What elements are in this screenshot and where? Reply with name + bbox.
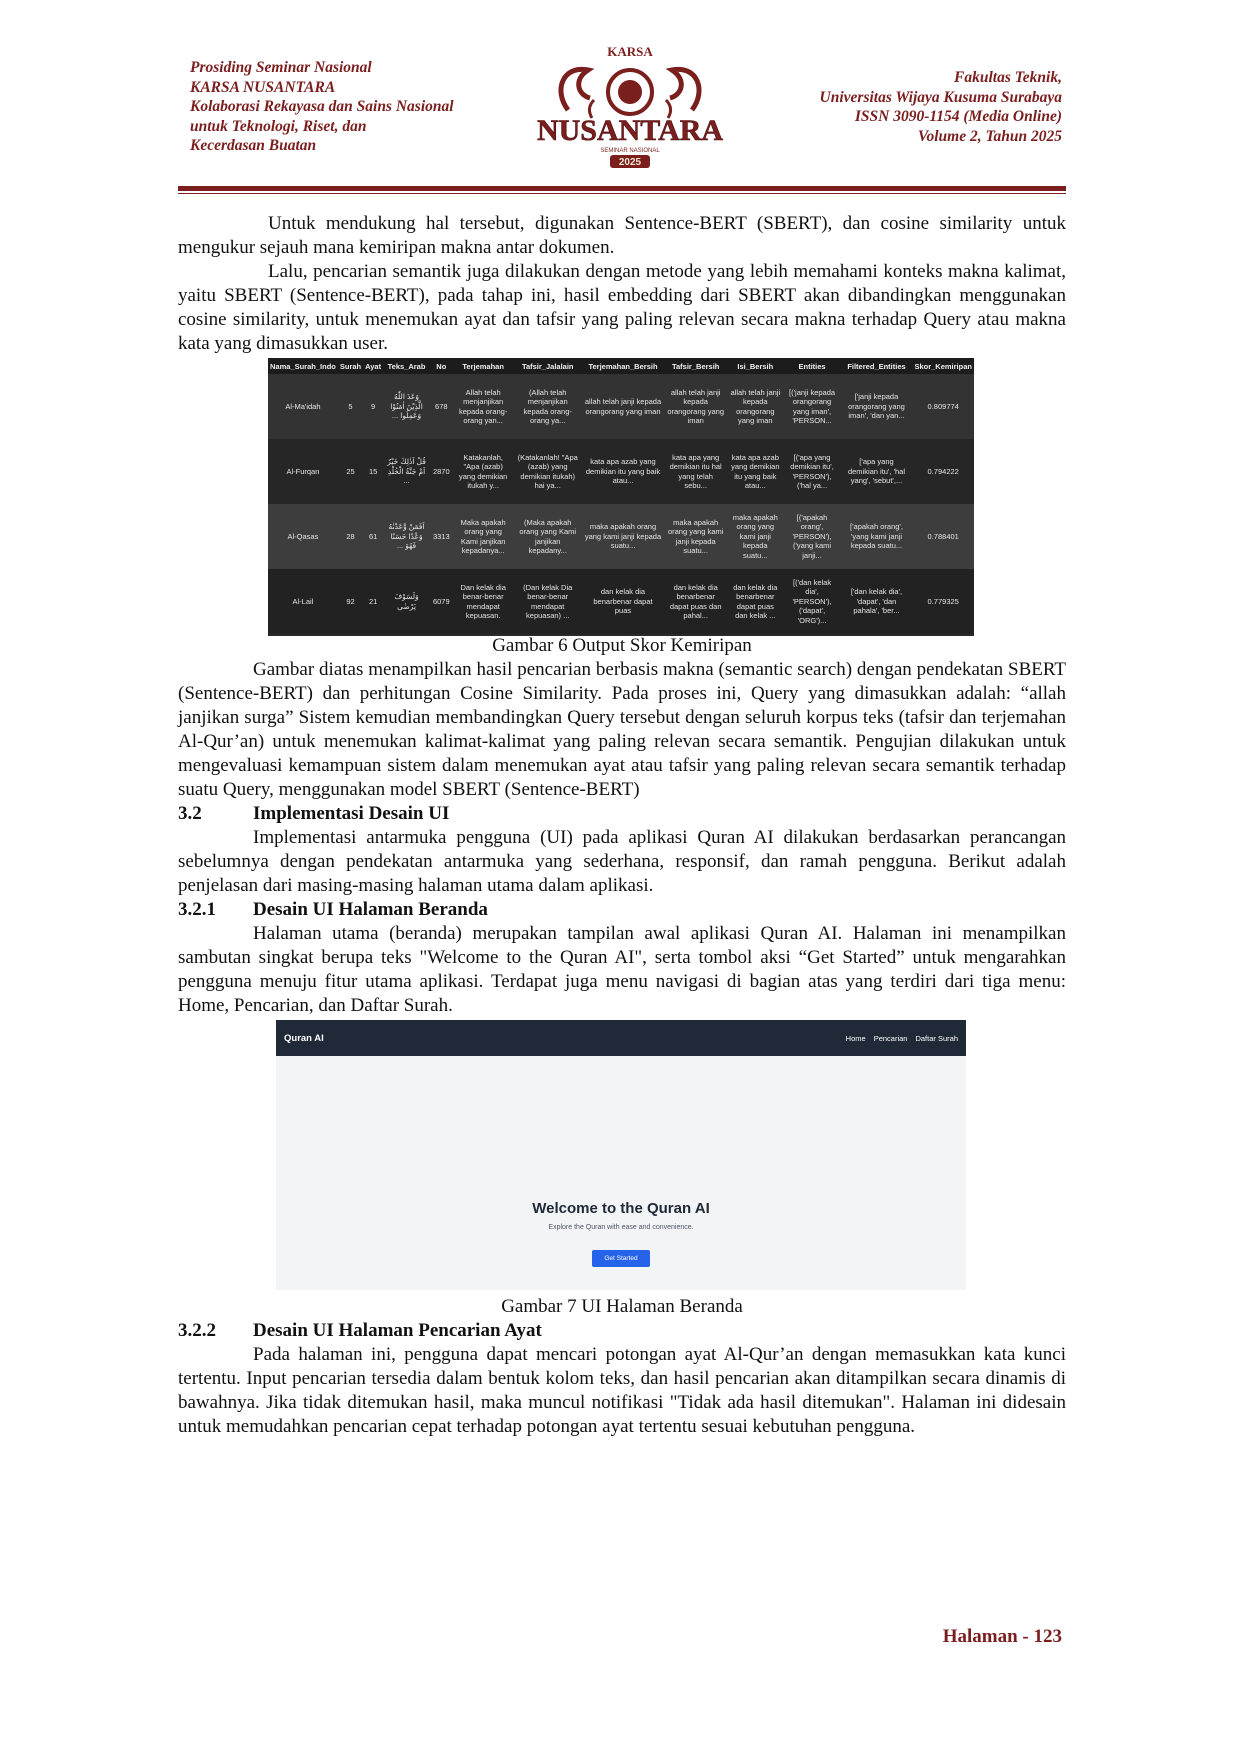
- table-header-cell: Tafsir_Bersih: [664, 358, 727, 374]
- table-cell: maka apakah orang yang kami janji kepada suatu...: [727, 504, 783, 569]
- table-cell: ['janji kepada orangorang yang iman', 'dan yan...: [841, 374, 913, 439]
- table-cell: [('dan kelak dia', 'PERSON'), ('dapat', 'ORG')...: [784, 569, 841, 634]
- paragraph-3: Gambar diatas menampilkan hasil pencarian berbasis makna (semantic search) dengan pendekatan SBERT (Sentence-BERT) dan perhitungan Cosine Similarity. Pada proses ini, Query yang dimasukkan adalah: “allah janjikan surga” Sistem kemudian membandingkan Query tersebut dengan seluruh korpus teks (tafsir dan terjemahan Al-Qur’an) untuk menemukan kalimat-kalimat yang paling relevan secara semantik. Pengujian dilakukan untuk mengevaluasi kemampuan sistem dalam menemukan ayat atau tafsir yang paling relevan secara semantik terhadap suatu Query, menggunakan model SBERT (Sentence-BERT): [178, 659, 1066, 800]
- table-cell: dan kelak dia benarbenar dapat puas dan pahal...: [664, 569, 727, 634]
- nav-daftar-surah[interactable]: Daftar Surah: [915, 1033, 958, 1043]
- table-cell: [('janji kepada orangorang yang iman', 'PERSON...: [784, 374, 841, 439]
- figure-7-home-ui: [276, 1020, 966, 1290]
- heading-3-2-1: [178, 898, 1066, 922]
- table-cell: Dan kelak dia benar-benar mendapat kepuasan.: [453, 569, 514, 634]
- table-cell: Al-Furqan: [268, 439, 338, 504]
- table-row: [268, 374, 974, 439]
- body-bottom: [178, 1295, 1066, 1439]
- paragraph-1: Untuk mendukung hal tersebut, digunakan Sentence-BERT (SBERT), dan cosine similarity untuk mengukur sejauh mana kemiripan makna antar dokumen.: [178, 213, 1066, 258]
- table-cell: 92: [338, 569, 363, 634]
- table-cell: Allah telah menjanjikan kepada orang-orang yan...: [453, 374, 514, 439]
- header-rule-thin: [178, 193, 1066, 194]
- get-started-button[interactable]: Get Started: [592, 1250, 650, 1267]
- table-cell: 15: [363, 439, 383, 504]
- logo-text-year: 2025: [618, 157, 642, 168]
- table-cell: 2870: [430, 439, 453, 504]
- header-right-line: Fakultas Teknik,: [954, 69, 1062, 86]
- table-cell: [('apa yang demikian itu', 'PERSON'), ('hal ya...: [784, 439, 841, 504]
- table-cell: (Maka apakah orang yang Kami janjikan kepadany...: [514, 504, 582, 569]
- table-header-cell: Skor_Kemiripan: [912, 358, 974, 374]
- welcome-subtitle: Explore the Quran with ease and convenience.: [548, 1224, 694, 1231]
- header-left-line: Kolaborasi Rekayasa dan Sains Nasional: [190, 98, 454, 115]
- heading-3-2-2: [178, 1319, 1066, 1343]
- nav-home[interactable]: Home: [845, 1033, 866, 1043]
- table-cell: allah telah janji kepada orangorang yang iman: [664, 374, 727, 439]
- welcome-title: Welcome to the Quran AI: [532, 1200, 710, 1217]
- header-rule-thick: [178, 186, 1066, 191]
- body-middle: [178, 634, 1066, 1018]
- heading-3-2: [178, 802, 1066, 826]
- paragraph-2: Lalu, pencarian semantik juga dilakukan dengan metode yang lebih memahami konteks makna kalimat, yaitu SBERT (Sentence-BERT), pada tahap ini, hasil embedding dari SBERT akan dibandingkan menggunakan cosine similarity, untuk menemukan ayat dan tafsir yang paling relevan secara makna terhadap Query atau makna kata yang dimasukkan user.: [178, 261, 1066, 354]
- heading-number: 3.2.2: [178, 1320, 216, 1341]
- table-cell: ['dan kelak dia', 'dapat', 'dan pahala', 'ber...: [841, 569, 913, 634]
- logo-text-main: NUSANTARA: [536, 114, 724, 147]
- header-left-line: KARSA NUSANTARA: [190, 78, 336, 96]
- table-cell: dan kelak dia benarbenar dapat puas: [582, 569, 665, 634]
- table-row: [268, 569, 974, 634]
- table-header-cell: Teks_Arab: [383, 358, 430, 374]
- table-cell: 3313: [430, 504, 453, 569]
- table-cell: allah telah janji kepada orangorang yang iman: [582, 374, 665, 439]
- table-cell: اَفَمَنْ وَّعَدْنٰهُ وَعْدًا حَسَنًا فَهُوَ ...: [383, 504, 430, 569]
- logo-text-sub: SEMINAR NASIONAL: [600, 148, 660, 154]
- table-cell: ['apa yang demikian itu', 'hal yang', 'sebut',...: [841, 439, 913, 504]
- table-row: [268, 439, 974, 504]
- table-header-cell: Isi_Bersih: [727, 358, 783, 374]
- heading-title: Implementasi Desain UI: [253, 803, 450, 824]
- table-cell: 28: [338, 504, 363, 569]
- logo-text-top: KARSA: [607, 44, 653, 59]
- header-right-line: Universitas Wijaya Kusuma Surabaya: [819, 88, 1062, 106]
- table-header-cell: Tafsir_Jalalain: [514, 358, 582, 374]
- table-header-cell: Filtered_Entities: [841, 358, 913, 374]
- table-cell: Al-Ma'idah: [268, 374, 338, 439]
- header-left-line: Kecerdasan Buatan: [190, 137, 317, 154]
- table-cell: 21: [363, 569, 383, 634]
- table-cell: 678: [430, 374, 453, 439]
- table-cell: dan kelak dia benarbenar dapat puas dan kelak ...: [727, 569, 783, 634]
- similarity-table: [268, 358, 974, 634]
- heading-number: 3.2.1: [178, 899, 216, 920]
- nav-pencarian[interactable]: Pencarian: [873, 1033, 908, 1043]
- karsa-nusantara-logo: [536, 40, 724, 174]
- table-row: [268, 504, 974, 569]
- table-cell: Katakanlah, "Apa (azab) yang demikian itukah y...: [453, 439, 514, 504]
- table-cell: 9: [363, 374, 383, 439]
- table-header-cell: Terjemahan_Bersih: [582, 358, 665, 374]
- table-cell: Al-Qasas: [268, 504, 338, 569]
- table-header-cell: Surah: [338, 358, 363, 374]
- header-left: [190, 58, 530, 156]
- table-cell: 5: [338, 374, 363, 439]
- header-left-line: untuk Teknologi, Riset, dan: [190, 117, 367, 135]
- table-header-cell: No: [430, 358, 453, 374]
- paragraph-5: Halaman utama (beranda) merupakan tampilan awal aplikasi Quran AI. Halaman ini menampilkan sambutan singkat berupa teks "Welcome to the Quran AI", serta tombol aksi “Get Started” untuk mengarahkan pengguna menuju fitur utama aplikasi. Terdapat juga menu navigasi di bagian atas yang terdiri dari tiga menu: Home, Pencarian, dan Daftar Surah.: [178, 923, 1066, 1016]
- table-cell: allah telah janji kepada orangorang yang iman: [727, 374, 783, 439]
- table-cell: Maka apakah orang yang Kami janjikan kepadanya...: [453, 504, 514, 569]
- table-cell: maka apakah orang yang kami janji kepada suatu...: [664, 504, 727, 569]
- table-cell: قُلْ اَذٰلِكَ خَيْرٌ اَمْ جَنَّةُ الْخُلْدِ ...: [383, 439, 430, 504]
- table-cell: وَعَدَ اللّٰهُ الَّذِيْنَ اٰمَنُوْا وَعَمِلُوا ...: [383, 374, 430, 439]
- table-cell: kata apa azab yang demikian itu yang baik atau...: [727, 439, 783, 504]
- body-top: [178, 212, 1066, 356]
- table-cell: 0.794222: [912, 439, 974, 504]
- table-cell: 6079: [430, 569, 453, 634]
- table-cell: 61: [363, 504, 383, 569]
- table-cell: Al-Lail: [268, 569, 338, 634]
- table-cell: ['apakah orang', 'yang kami janji kepada suatu...: [841, 504, 913, 569]
- nav-links: [846, 1034, 958, 1043]
- table-cell: 25: [338, 439, 363, 504]
- page-number: Halaman - 123: [942, 1626, 1062, 1647]
- header-left-line: Prosiding Seminar Nasional: [190, 59, 372, 76]
- table-cell: (Allah telah menjanjikan kepada orang-orang ya...: [514, 374, 582, 439]
- header-right-line: Volume 2, Tahun 2025: [917, 127, 1062, 145]
- table-cell: 0.779325: [912, 569, 974, 634]
- table-header-row: [268, 358, 974, 374]
- table-cell: 0.788401: [912, 504, 974, 569]
- brand-logo[interactable]: Quran AI: [284, 1032, 324, 1044]
- table-cell: (Katakanlah! "Apa (azab) yang demikian itukah) hai ya...: [514, 439, 582, 504]
- figure-7-caption: Gambar 7 UI Halaman Beranda: [501, 1296, 743, 1317]
- table-header-cell: Entities: [784, 358, 841, 374]
- figure-6-similarity-table: [268, 358, 974, 636]
- table-cell: maka apakah orang yang kami janji kepada suatu...: [582, 504, 665, 569]
- paragraph-4: Implementasi antarmuka pengguna (UI) pada aplikasi Quran AI dilakukan berdasarkan perancangan sebelumnya dengan pendekatan antarmuka yang sederhana, responsif, dan ramah pengguna. Berikut adalah penjelasan dari masing-masing halaman utama dalam aplikasi.: [178, 827, 1066, 896]
- header-right: [732, 68, 1062, 146]
- table-header-cell: Terjemahan: [453, 358, 514, 374]
- table-cell: kata apa azab yang demikian itu yang baik atau...: [582, 439, 665, 504]
- figure-6-caption: Gambar 6 Output Skor Kemiripan: [492, 635, 752, 656]
- heading-title: Desain UI Halaman Pencarian Ayat: [253, 1320, 542, 1341]
- table-cell: [('apakah orang', 'PERSON'), ('yang kami janji...: [784, 504, 841, 569]
- table-header-cell: Ayat: [363, 358, 383, 374]
- header-right-line: ISSN 3090-1154 (Media Online): [854, 108, 1062, 125]
- table-cell: kata apa yang demikian itu hal yang telah sebu...: [664, 439, 727, 504]
- heading-number: 3.2: [178, 803, 202, 824]
- table-header-cell: Nama_Surah_Indo: [268, 358, 338, 374]
- table-cell: وَلَسَوْفَ يَرْضٰى: [383, 569, 430, 634]
- paragraph-6: Pada halaman ini, pengguna dapat mencari potongan ayat Al-Qur’an dengan memasukkan kata kunci tertentu. Input pencarian tersedia dalam bentuk kolom teks, dan hasil pencarian akan ditampilkan secara dinamis di bawahnya. Jika tidak ditemukan hasil, maka muncul notifikasi "Tidak ada hasil ditemukan". Halaman ini didesain untuk memudahkan pencarian cepat terhadap potongan ayat tertentu sesuai kebutuhan pengguna.: [178, 1344, 1066, 1437]
- table-cell: (Dan kelak Dia benar-benar mendapat kepuasan) ...: [514, 569, 582, 634]
- heading-title: Desain UI Halaman Beranda: [253, 899, 488, 920]
- table-cell: 0.809774: [912, 374, 974, 439]
- navbar: [276, 1020, 966, 1056]
